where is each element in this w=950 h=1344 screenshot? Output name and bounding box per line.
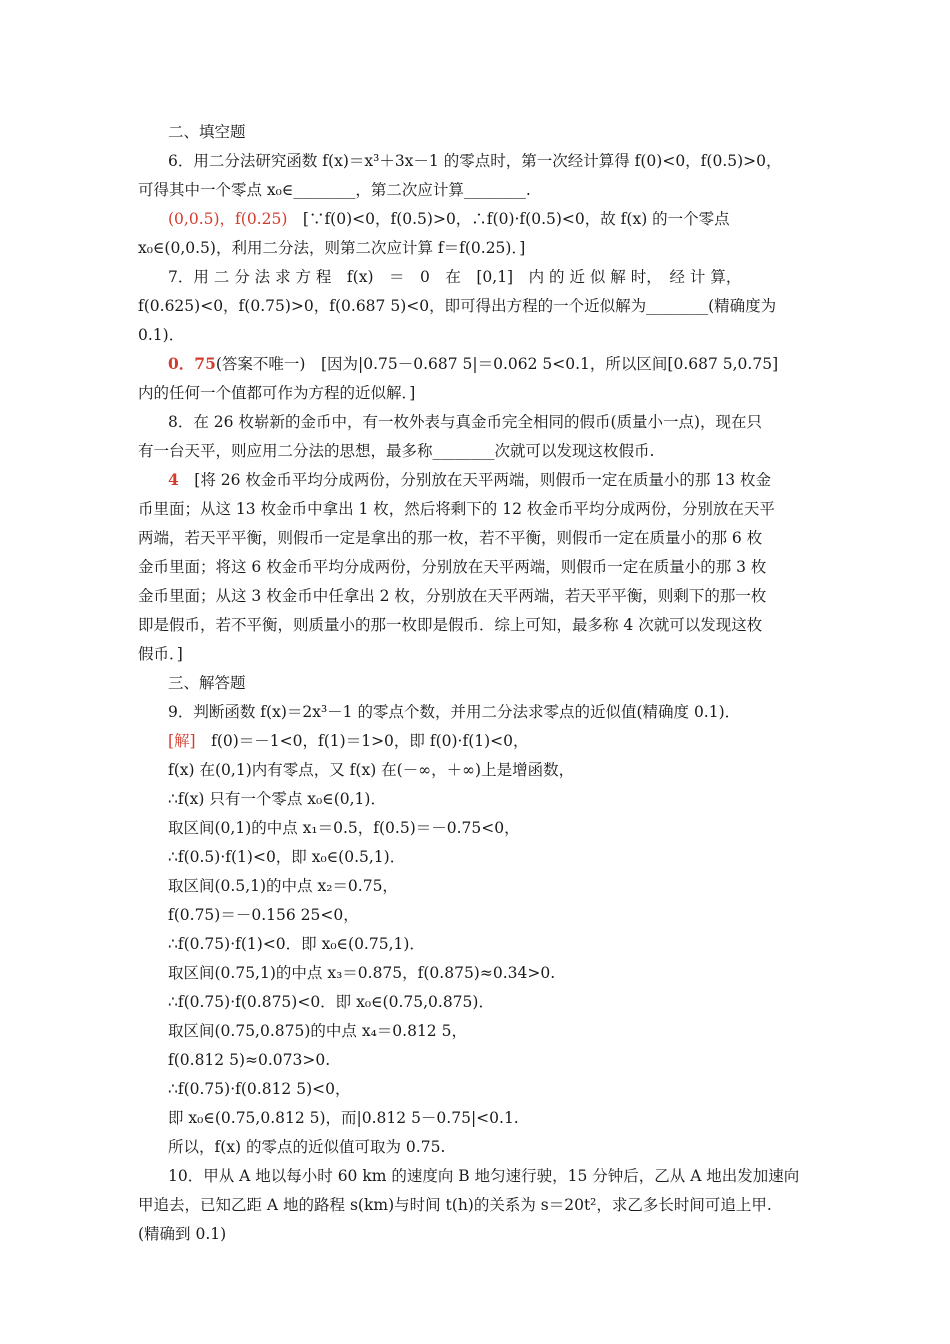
line-text: f(0.812 5)≈0.073>0. [168,1051,331,1069]
line-text: 假币．] [138,645,183,663]
line-text: 即是假币，若不平衡，则质量小的那一枚即是假币．综上可知，最多称 4 次就可以发现这枚 [138,616,763,634]
text-line [168,1162,818,1190]
line-text: 可得其中一个零点 x₀∈________，第二次应计算________. [138,181,531,199]
line-text: 9．判断函数 f(x)＝2x³－1 的零点个数，并用二分法求零点的近似值(精确度 0.1)． [168,703,741,721]
text-line [138,292,818,320]
text-line [138,234,818,262]
line-text: f(0)＝－1<0，f(1)＝1>0，即 f(0)·f(1)<0， [195,732,529,750]
line-text: 两端，若天平平衡，则假币一定是拿出的那一枚，若不平衡，则假币一定在质量小的那 6 枚 [138,529,763,547]
text-line [168,930,818,958]
line-text: (精确到 0.1) [138,1225,227,1243]
text-line [168,756,818,784]
text-line [168,785,818,813]
text-line [168,1046,818,1074]
line-text: 二、填空题 [168,123,246,141]
line-text: ∴f(0.75)·f(0.812 5)<0， [168,1080,351,1098]
text-line [138,437,818,465]
text-line [138,321,818,349]
line-text: 取区间(0.75,1)的中点 x₃＝0.875，f(0.875)≈0.34>0. [168,964,556,982]
answer-text: (0,0.5)，f(0.25) [168,210,288,228]
line-text: [将 26 枚金币平均分成两份，分别放在天平两端，则假币一定在质量小的那 13 枚金 [178,471,772,489]
line-text: 即 x₀∈(0.75,0.812 5)，而|0.812 5－0.75|<0.1. [168,1109,519,1127]
line-text: ∴f(0.5)·f(1)<0，即 x₀∈(0.5,1)． [168,848,406,866]
line-text: 8．在 26 枚崭新的金币中，有一枚外表与真金币完全相同的假币(质量小一点)，现在只 [168,413,763,431]
line-text: 取区间(0,1)的中点 x₁＝0.5，f(0.5)＝－0.75<0， [168,819,520,837]
text-line [168,988,818,1016]
text-line [138,553,818,581]
line-text: 甲追去，已知乙距 A 地的路程 s(km)与时间 t(h)的关系为 s＝20t²，求乙多长时间可追上甲. [138,1196,772,1214]
line-text: f(0.75)＝－0.156 25<0， [168,906,359,924]
text-line [168,959,818,987]
text-line [168,1017,818,1045]
line-text: ∴f(0.75)·f(0.875)<0．即 x₀∈(0.75,0.875)． [168,993,494,1011]
line-text: ∴f(0.75)·f(1)<0．即 x₀∈(0.75,1)． [168,935,425,953]
line-text: 金币里面；将这 6 枚金币平均分成两份，分别放在天平两端，则假币一定在质量小的那 3 枚 [138,558,767,576]
answer-text: [解] [168,732,196,750]
text-line [168,1075,818,1103]
line-text: f(0.625)<0，f(0.75)>0，f(0.687 5)<0，即可得出方程的一个近似解为________(精确度为 [138,297,777,315]
text-line [168,263,818,291]
text-line [168,669,818,697]
text-line [168,1133,818,1161]
line-text: 所以，f(x) 的零点的近似值可取为 0.75. [168,1138,446,1156]
line-text: x₀∈(0,0.5)，利用二分法，则第二次应计算 f＝f(0.25)．] [138,239,526,257]
answer-text: 0．75 [168,354,216,373]
text-line [138,524,818,552]
line-text: f(x) 在(0,1)内有零点，又 f(x) 在(－∞，＋∞)上是增函数， [168,761,575,779]
line-text: ∴f(x) 只有一个零点 x₀∈(0,1)． [168,790,386,808]
text-line [138,379,818,407]
text-line [168,147,818,175]
line-text: 币里面；从这 13 枚金币中拿出 1 枚，然后将剩下的 12 枚金币平均分成两份，分别放在天平 [138,500,775,518]
text-line [168,350,818,378]
text-line [168,814,818,842]
line-text: 金币里面；从这 3 枚金币中任拿出 2 枚，分别放在天平两端，若天平平衡，则剩下的那一枚 [138,587,767,605]
line-text: 有一台天平，则应用二分法的思想，最多称________次就可以发现这枚假币. [138,442,655,460]
text-line [168,118,818,146]
text-line [138,495,818,523]
line-text: 内的任何一个值都可作为方程的近似解．] [138,384,416,402]
text-line [168,408,818,436]
line-text: 取区间(0.75,0.875)的中点 x₄＝0.812 5， [168,1022,467,1040]
text-line [138,640,818,668]
line-text: 取区间(0.5,1)的中点 x₂＝0.75， [168,877,398,895]
answer-text: 4 [168,470,179,489]
text-line [168,901,818,929]
line-text: (答案不唯一) [因为|0.75－0.687 5|＝0.062 5<0.1，所以区间[0.687 5,0.75] [215,355,779,373]
text-line [168,1104,818,1132]
text-line [138,582,818,610]
text-line [168,872,818,900]
line-text: [∵f(0)<0，f(0.5)>0，∴f(0)·f(0.5)<0，故 f(x) 的一个零点 [287,210,730,228]
line-text: 6．用二分法研究函数 f(x)＝x³＋3x－1 的零点时，第一次经计算得 f(0)<0，f(0.5)>0， [168,152,782,170]
text-line [168,843,818,871]
text-line [138,176,818,204]
text-line [138,1220,818,1248]
text-line [168,205,818,233]
line-text: 10．甲从 A 地以每小时 60 km 的速度向 B 地匀速行驶，15 分钟后，乙从 A 地出发加速向 [168,1167,800,1185]
line-text: 7．用 二 分 法 求 方 程 f(x) ＝ 0 在 [0,1] 内 的 近 似 解 时， 经 计 算， [168,268,742,286]
text-line [168,466,818,494]
line-text: 0.1)． [138,326,185,344]
text-line [168,698,818,726]
text-line [138,1191,818,1219]
text-line [138,611,818,639]
text-line [168,727,818,755]
line-text: 三、解答题 [168,674,246,692]
